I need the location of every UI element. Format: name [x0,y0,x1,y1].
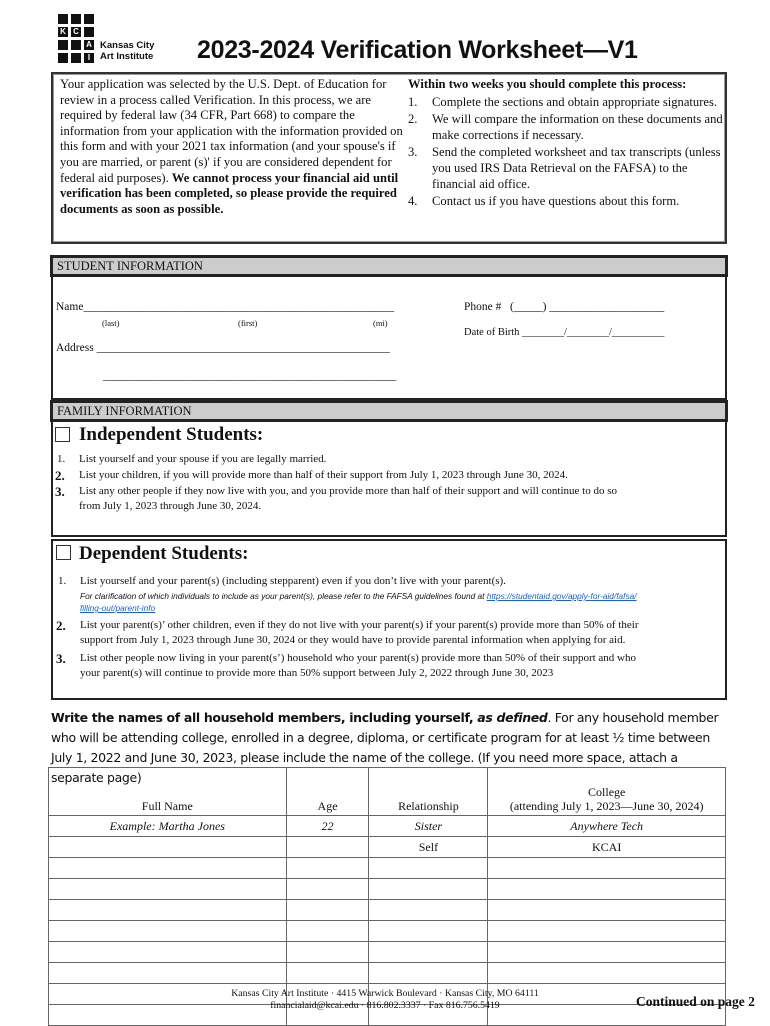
table-cell[interactable] [286,942,369,963]
fafsa-link-cont[interactable]: filling-out/parent-info [80,603,156,613]
table-row [49,879,726,900]
table-row [49,900,726,921]
continued-note: Continued on page 2 [636,994,755,1009]
independent-checkbox[interactable] [55,427,70,442]
parent-note: For clarification of which individuals to include as your parent(s), please refer to the FAFSA guidelines found at https://studentaid.gov/apply-for-aid/fafsa/ filling-out/parent-info [80,591,637,613]
dependent-title: Dependent Students: [79,543,249,564]
table-row [49,942,726,963]
table-cell[interactable] [369,942,488,963]
table-row [49,963,726,984]
address-line-2[interactable]: ___________________________________________________ [103,370,397,382]
table-header: Full Name Age Relationship College (attending July 1, 2023—June 30, 2024) [49,768,726,816]
family-info-header: FAMILY INFORMATION [50,400,728,422]
list-item: 2. List your children, if you will provide more than half of their support from July 1, 2023 through June 30, 2024. [55,468,568,483]
list-item: 2. List your parent(s)’ other children, even if they do not live with your parent(s) if your parent(s) provide more than 50% of their support from July 1, 2023 through June 30, 2024 or they would have to provide parental information when applying for aid. [56,618,639,646]
list-item: 1. List yourself and your parent(s) (including stepparent) even if you don’t live with your parent(s). [58,575,506,587]
dependent-checkbox[interactable] [56,545,71,560]
intro-text: Your application was selected by the U.S. Dept. of Education for review in a process called Verification. In this process, we are required by federal law (34 CFR, Part 668) to compare the information from your application with the information provided on this form and with your 2021 tax information (and your spouse's if you are married, or parent (s)' if you are considered dependent for federal aid purposes). We cannot process your financial aid until verification has been completed, so please provide the required documents as soon as possible. [60,77,403,216]
step: 1. Complete the sections and obtain appropriate signatures. [408,94,718,109]
table-cell[interactable] [49,879,287,900]
table-cell[interactable] [286,900,369,921]
table-cell[interactable] [49,921,287,942]
intro-box [51,72,727,244]
last-label: (last) [102,318,120,328]
table-cell[interactable] [369,900,488,921]
fafsa-link[interactable]: https://studentaid.gov/apply-for-aid/fafsa/ [486,591,637,601]
table-cell[interactable] [488,921,726,942]
step: 4. Contact us if you have questions about this form. [408,194,680,209]
table-cell[interactable] [369,921,488,942]
step: 3. Send the completed worksheet and tax transcripts (unless you used IRS Data Retrieval on the FAFSA) to the financial aid office. [408,145,721,191]
kcai-logo: K C A I [58,14,198,64]
table-cell[interactable] [488,879,726,900]
table-cell[interactable] [369,879,488,900]
process-steps: Within two weeks you should complete this process: 1. Complete the sections and obtain appropriate signatures. 2. We will compare the information on these documents and make corrections if necessary. 3. Send the completed worksheet and tax transcripts (unless you used IRS Data Retrieval on the FAFSA) to the financial aid office. 4. Contact us if you have questions about this form. [408,77,723,209]
table-cell[interactable] [488,900,726,921]
table-cell[interactable] [286,921,369,942]
table-cell[interactable] [49,942,287,963]
table-cell[interactable] [286,858,369,879]
address-field[interactable]: Address ___________________________________________________ [56,342,390,354]
table-row [49,921,726,942]
first-label: (first) [238,318,258,328]
dob-field[interactable]: Date of Birth ________/________/__________ [464,327,665,338]
table-row-example: Example: Martha Jones 22 Sister Anywhere Tech [49,816,726,837]
logo-name: Kansas City Art Institute [100,40,155,62]
table-cell[interactable] [286,963,369,984]
table-cell[interactable] [369,858,488,879]
list-item: 3. List any other people if they now live with you, and you provide more than half of their support and will continue to do so from July 1, 2023 through June 30, 2024. [55,484,617,512]
step: 2. We will compare the information on these documents and make corrections if necessary. [408,112,723,142]
table-cell[interactable] [488,963,726,984]
mi-label: (mi) [373,318,388,328]
footer-address: Kansas City Art Institute · 4415 Warwick Boulevard · Kansas City, MO 64111 financialaid@kcai.edu · 816.802.3337 · Fax 816.756.5419 [231,988,539,1011]
list-item: 3. List other people now living in your parent(s’) household who your parent(s) provide more than 50% of their support and who your parent(s) will continue to provide more than 50% support between July 2, 2022 through June 30, 2023 [56,651,636,679]
table-cell[interactable] [286,879,369,900]
household-instructions: Write the names of all household members, including yourself, as defined. For any household member who will be attending college, enrolled in a degree, diploma, or certificate program for at least ½ time between July 1, 2022 and June 30, 2023, please include the name of the college. (If you need more space, attach a separate page) [51,710,719,785]
list-item: 1. List yourself and your spouse if you are legally married. [57,453,327,465]
table-cell[interactable] [488,858,726,879]
table-cell[interactable] [488,942,726,963]
student-info-header: STUDENT INFORMATION [50,255,728,277]
name-field[interactable]: Name______________________________________________________ [56,301,394,313]
table-cell[interactable] [49,858,287,879]
independent-title: Independent Students: [79,424,264,445]
phone-field[interactable]: Phone # (_____) ____________________ [464,301,665,313]
table-cell[interactable] [49,900,287,921]
table-row-self: Self KCAI [49,837,726,858]
page-title: 2023-2024 Verification Worksheet—V1 [197,36,638,64]
table-cell[interactable] [369,963,488,984]
table-cell[interactable] [49,963,287,984]
table-row [49,858,726,879]
